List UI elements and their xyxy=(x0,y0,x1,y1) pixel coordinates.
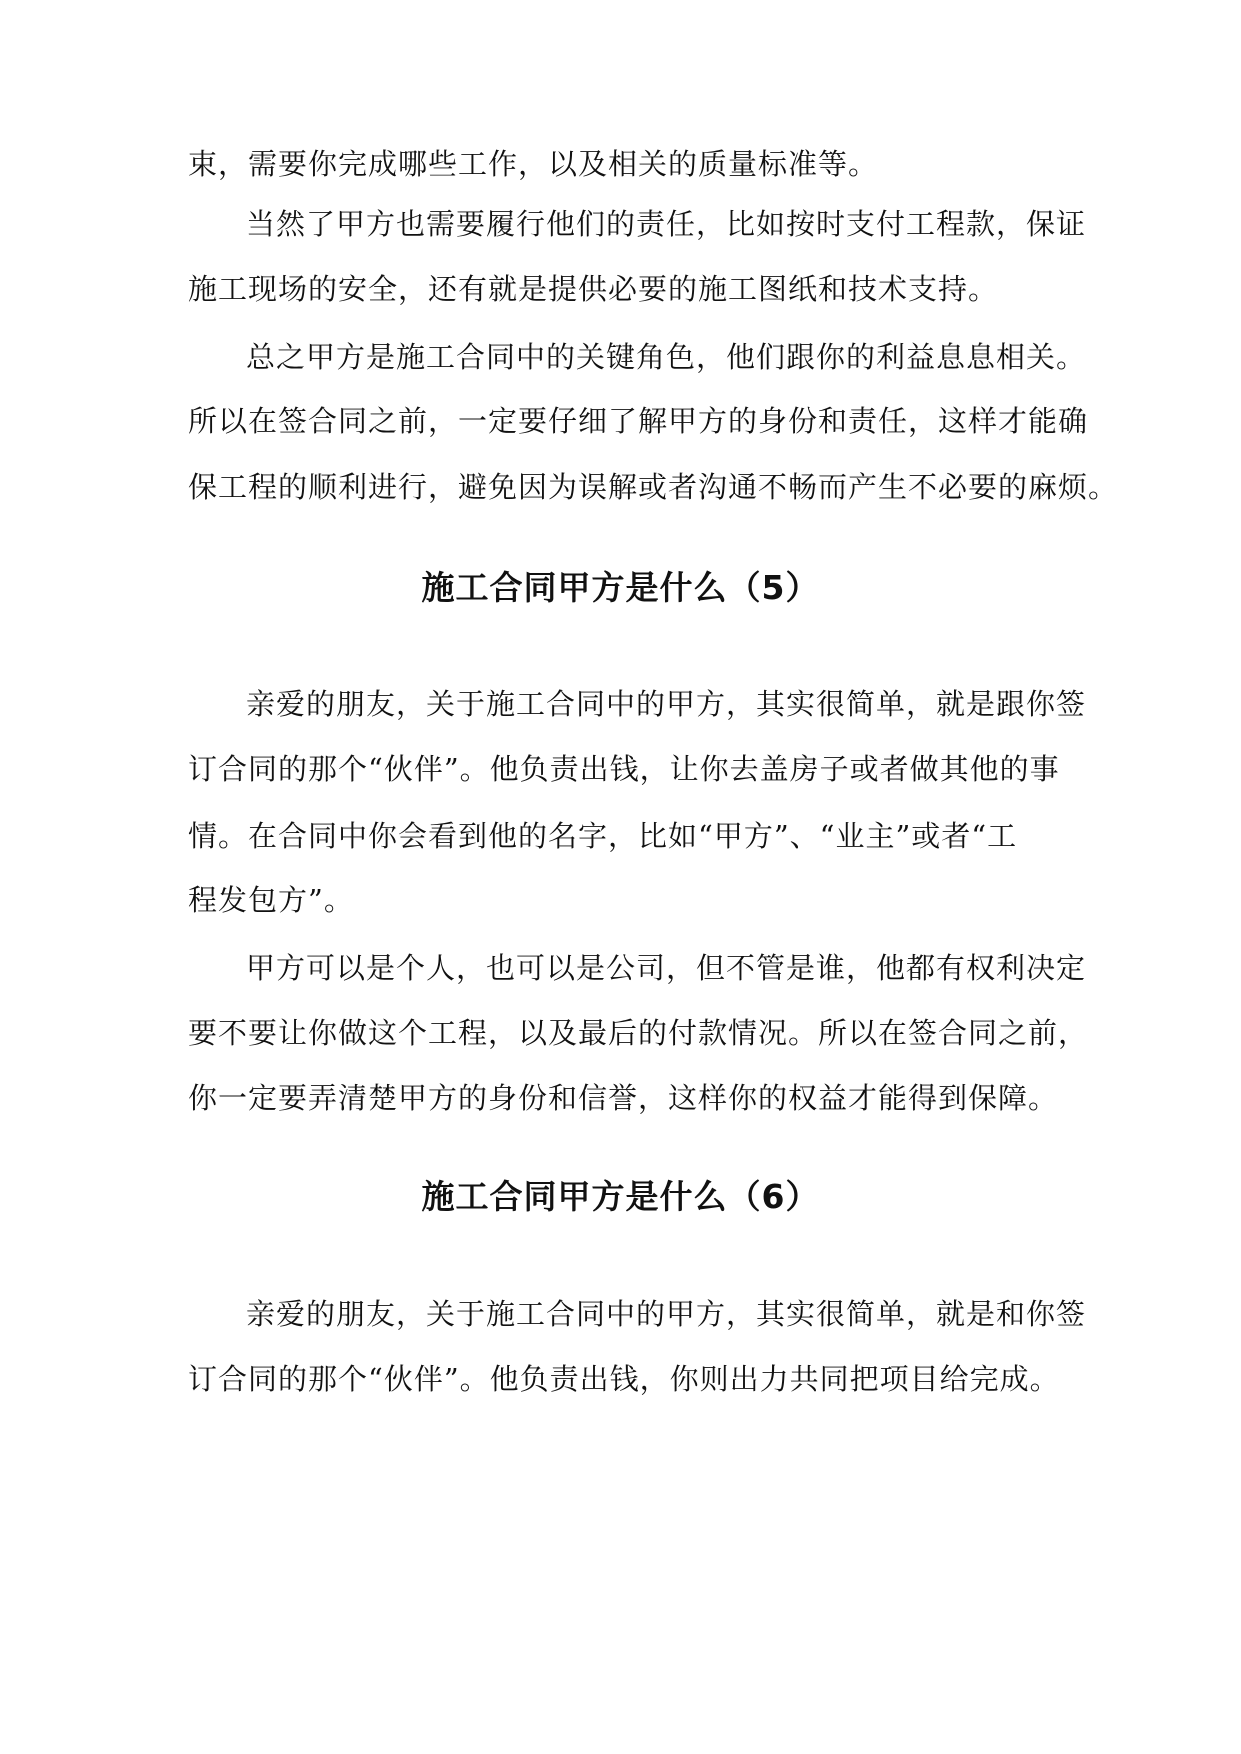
paragraph-line: 总之甲方是施工合同中的关键角色，他们跟你的利益息息相关。 xyxy=(246,340,1087,374)
paragraph-line: 甲方可以是个人，也可以是公司，但不管是谁，他都有权利决定 xyxy=(246,951,1087,985)
paragraph-line: 当然了甲方也需要履行他们的责任，比如按时支付工程款，保证 xyxy=(246,207,1087,241)
paragraph-line: 施工现场的安全，还有就是提供必要的施工图纸和技术支持。 xyxy=(188,272,999,306)
paragraph-line: 你一定要弄清楚甲方的身份和信誉，这样你的权益才能得到保障。 xyxy=(188,1081,1059,1115)
section-heading-5: 施工合同甲方是什么（5） xyxy=(421,568,820,607)
paragraph-line: 亲爱的朋友，关于施工合同中的甲方，其实很简单，就是和你签 xyxy=(246,1297,1087,1331)
paragraph-line: 订合同的那个“伙伴”。他负责出钱，让你去盖房子或者做其他的事 xyxy=(188,752,1060,786)
paragraph-line: 所以在签合同之前，一定要仔细了解甲方的身份和责任，这样才能确 xyxy=(188,404,1089,438)
paragraph-line: 束，需要你完成哪些工作，以及相关的质量标准等。 xyxy=(188,147,879,181)
paragraph-line: 要不要让你做这个工程，以及最后的付款情况。所以在签合同之前， xyxy=(188,1016,1089,1050)
paragraph-line: 亲爱的朋友，关于施工合同中的甲方，其实很简单，就是跟你签 xyxy=(246,687,1087,721)
paragraph-line: 程发包方”。 xyxy=(188,883,354,917)
paragraph-line: 订合同的那个“伙伴”。他负责出钱，你则出力共同把项目给完成。 xyxy=(188,1362,1060,1396)
paragraph-line: 情。在合同中你会看到他的名字，比如“甲方”、“业主”或者“工 xyxy=(188,819,1018,853)
paragraph-line: 保工程的顺利进行，避免因为误解或者沟通不畅而产生不必要的麻烦。 xyxy=(188,470,1119,504)
section-heading-6: 施工合同甲方是什么（6） xyxy=(421,1177,820,1216)
